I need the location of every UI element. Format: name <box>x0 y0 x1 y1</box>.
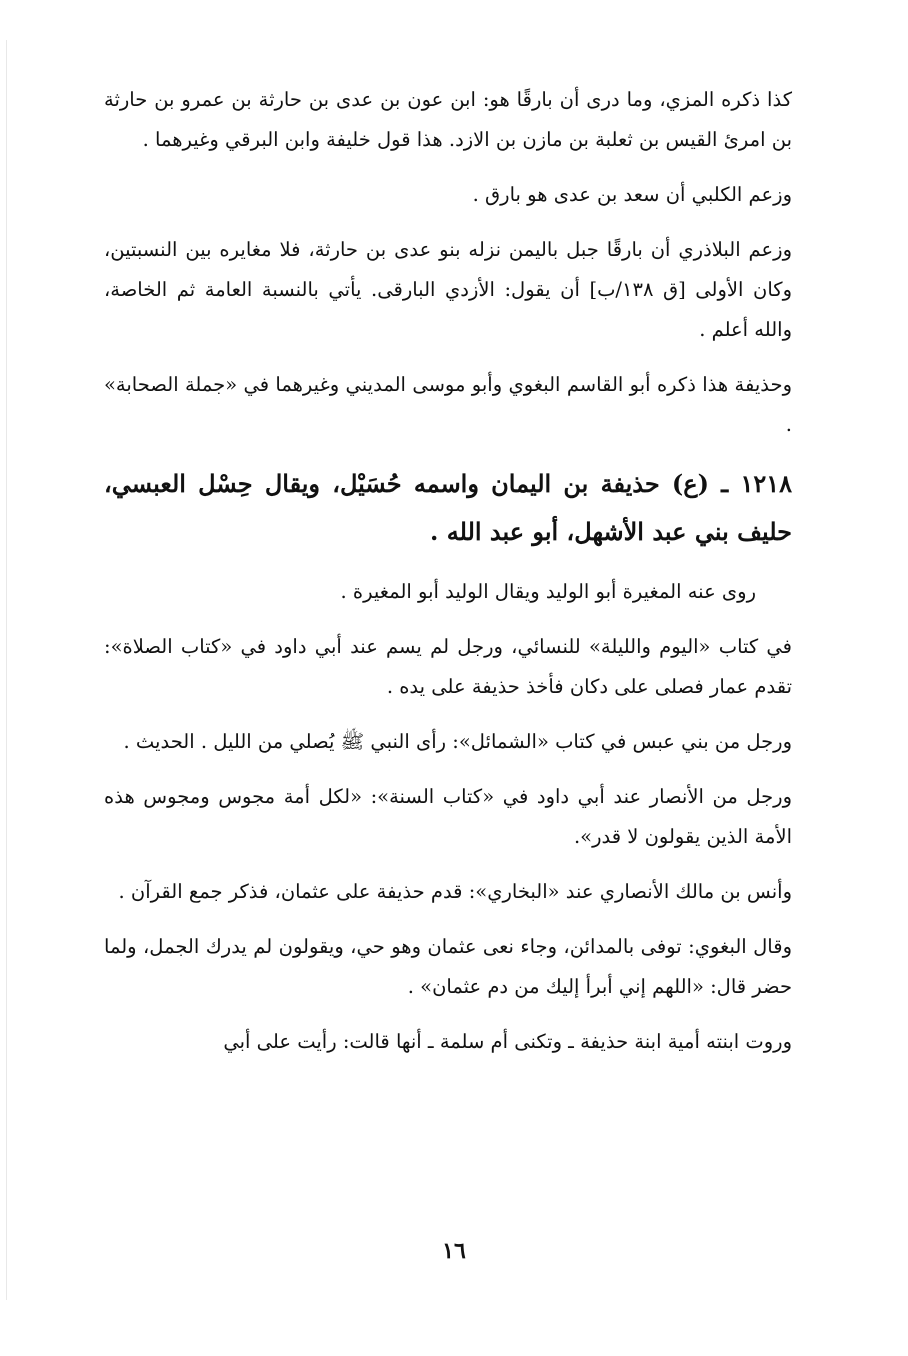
entry-heading: ١٢١٨ ـ (ع) حذيفة بن اليمان واسمه حُسَيْل، ويقال حِسْل العبسي، حليف بني عبد الأشهل، أبو عبد الله . <box>104 469 792 546</box>
paragraph-1: كذا ذكره المزي، وما درى أن بارقًا هو: ابن عون بن عدى بن حارثة بن عمرو بن حارثة بن امرئ القيس بن ثعلبة بن مازن بن الازد. هذا قول خليفة وابن البرقي وغيرهما . <box>104 88 792 151</box>
paragraph-4: وحذيفة هذا ذكره أبو القاسم البغوي وأبو موسى المديني وغيرهما في «جملة الصحابة» . <box>104 373 792 436</box>
page-number: ١٦ <box>442 1238 466 1264</box>
entry-paragraph-6: وقال البغوي: توفى بالمدائن، وجاء نعى عثمان وهو حي، ويقولون لم يدرك الجمل، ولما حضر قال: «اللهم إني أبرأ إليك من دم عثمان» . <box>104 935 792 998</box>
paragraph-3: وزعم البلاذري أن بارقًا جبل باليمن نزله بنو عدى بن حارثة، فلا مغايره بين النسبتين، وكان الأولى [ق ١٣٨/ب] أن يقول: الأزدي البارقى. يأتي بالنسبة العامة ثم الخاصة، والله أعلم . <box>104 238 792 341</box>
paragraph-2: وزعم الكلبي أن سعد بن عدى هو بارق . <box>472 183 792 206</box>
entry-paragraph-1: روى عنه المغيرة أبو الوليد ويقال الوليد أبو المغيرة . <box>340 580 756 603</box>
page-body <box>104 80 792 1077</box>
entry-paragraph-3: ورجل من بني عبس في كتاب «الشمائل»: رأى النبي ﷺ يُصلي من الليل . الحديث . <box>123 730 792 753</box>
entry-paragraph-4: ورجل من الأنصار عند أبي داود في «كتاب السنة»: «لكل أمة مجوس ومجوس هذه الأمة الذين يقولون لا قدر». <box>104 785 792 848</box>
entry-paragraph-5: وأنس بن مالك الأنصاري عند «البخاري»: قدم حذيفة على عثمان، فذكر جمع القرآن . <box>118 880 792 903</box>
entry-paragraph-7: وروت ابنته أمية ابنة حذيفة ـ وتكنى أم سلمة ـ أنها قالت: رأيت على أبي <box>223 1030 792 1053</box>
page-edge-line <box>6 40 7 1300</box>
entry-paragraph-2: في كتاب «اليوم والليلة» للنسائي، ورجل لم يسم عند أبي داود في «كتاب الصلاة»: تقدم عمار فصلى على دكان فأخذ حذيفة على يده . <box>104 635 792 698</box>
